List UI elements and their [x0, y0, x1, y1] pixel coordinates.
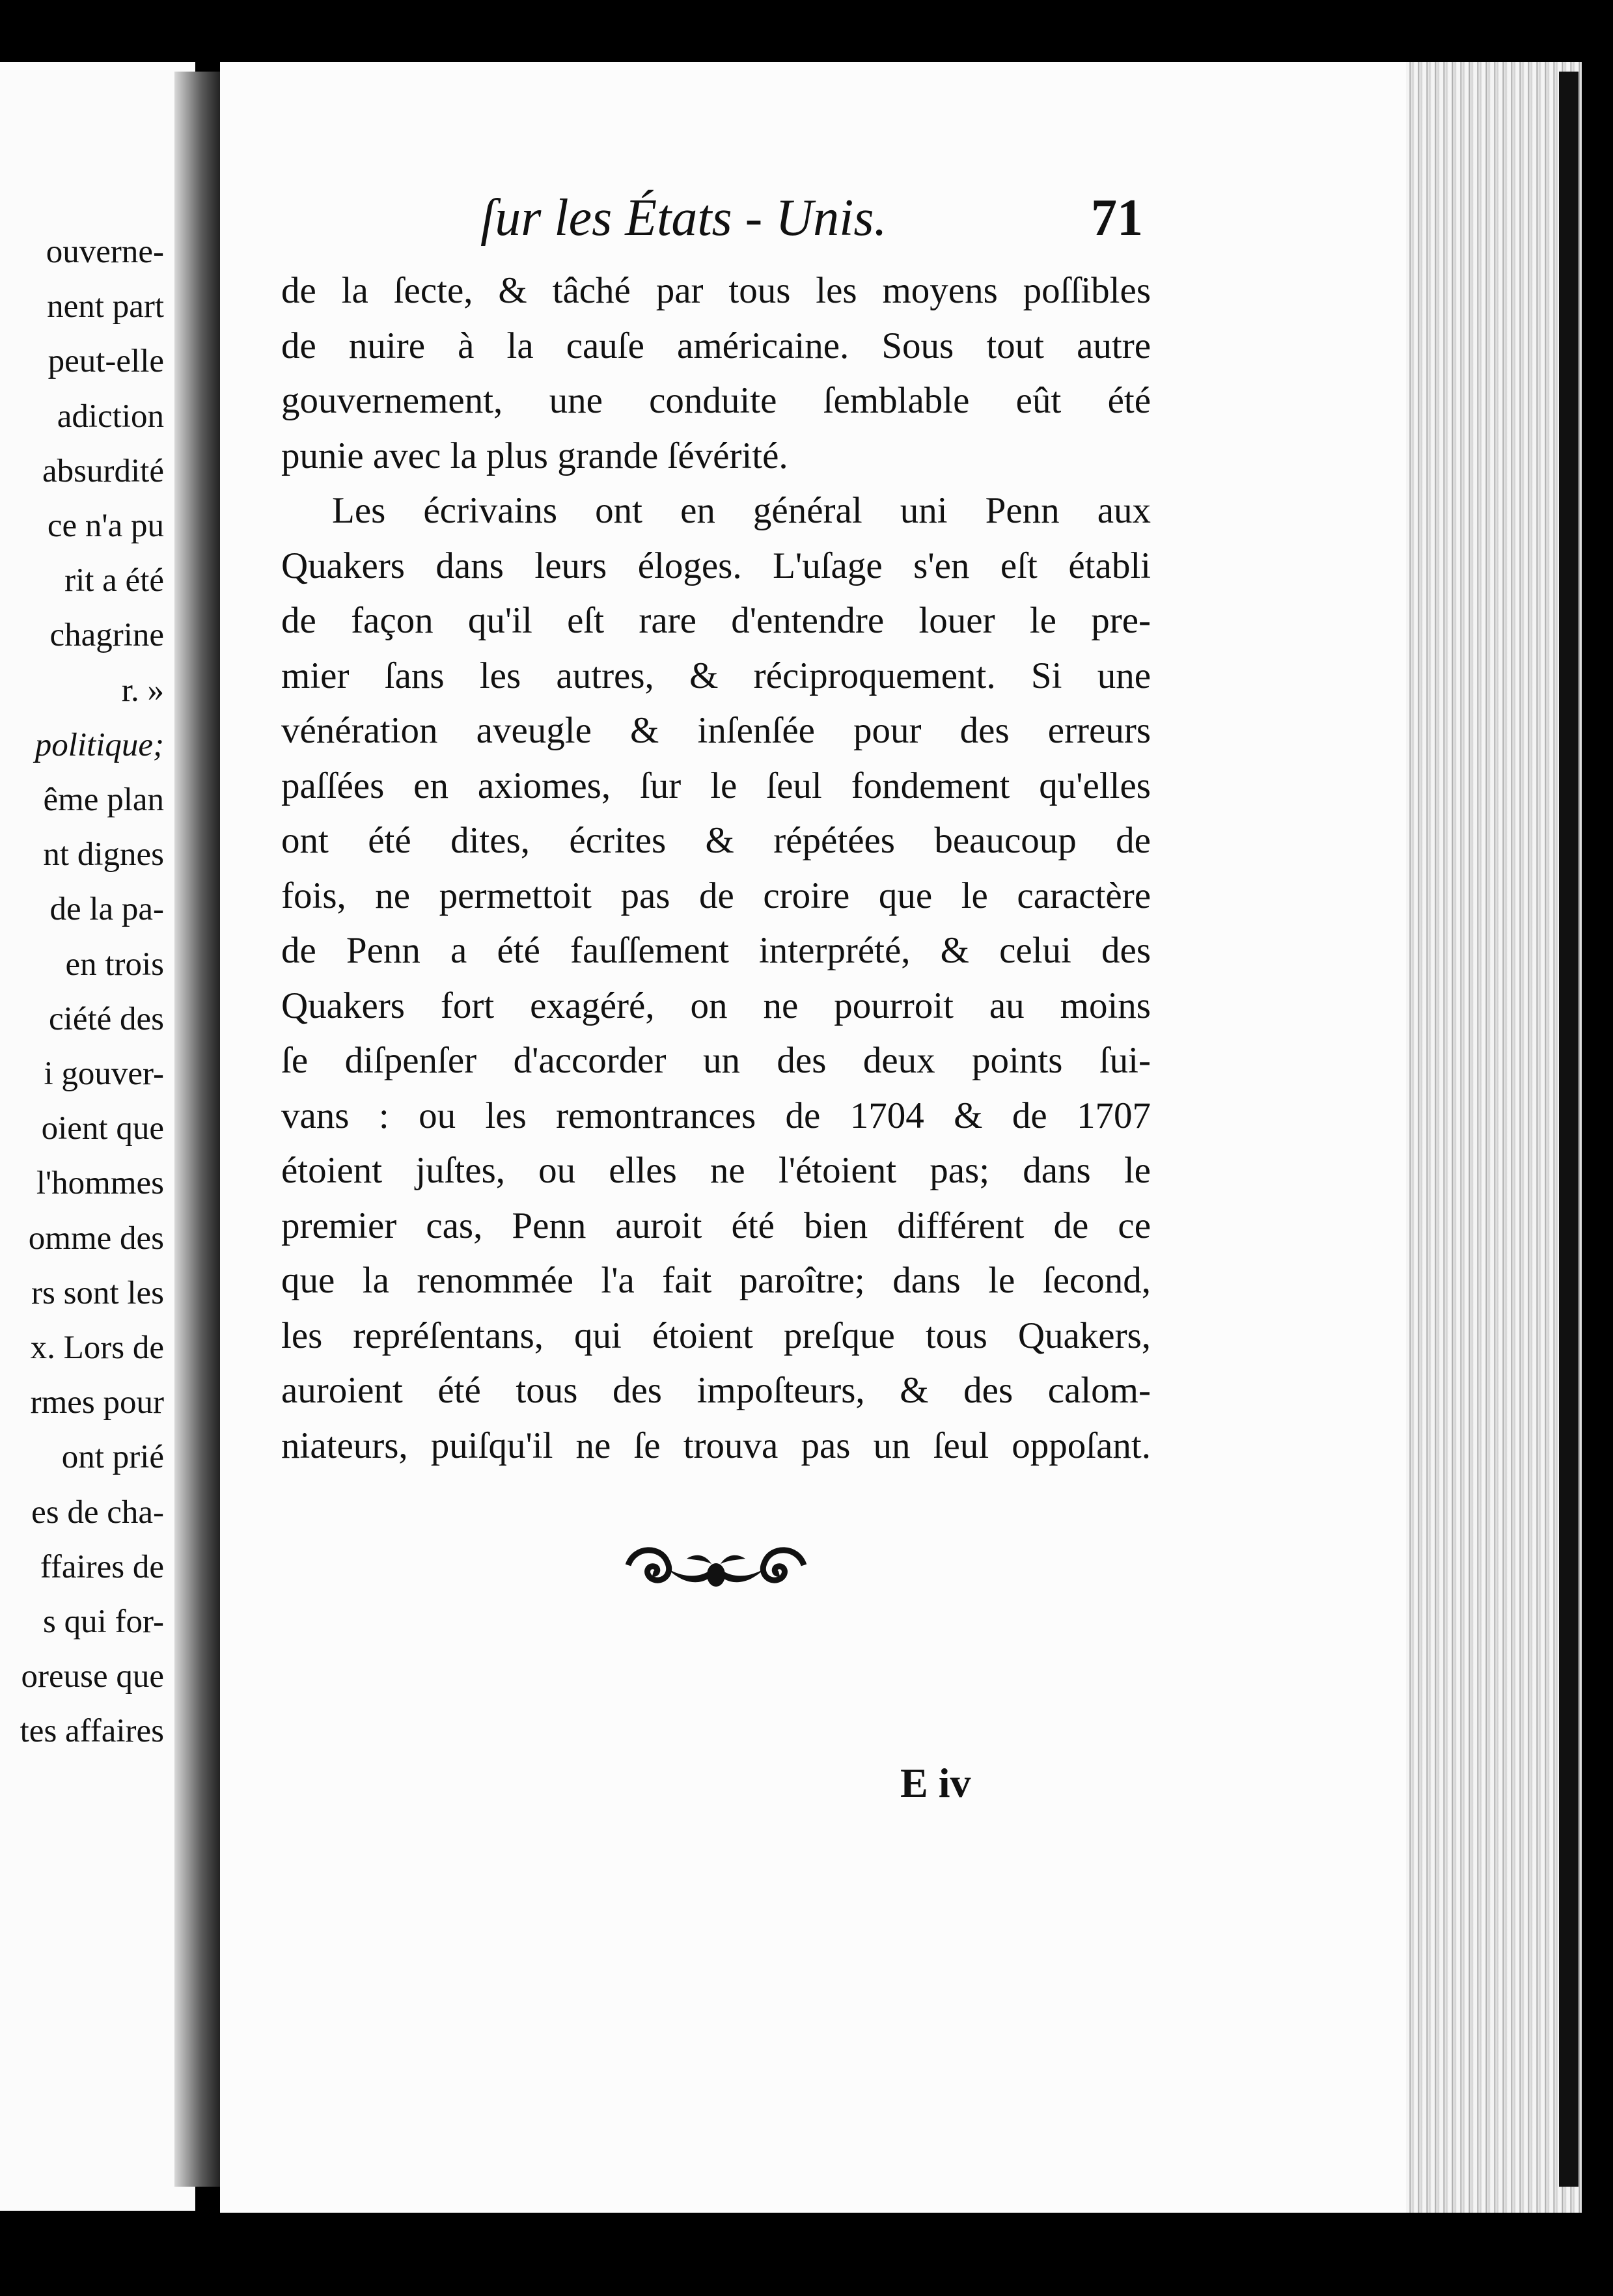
signature-mark: E iv: [900, 1760, 971, 1806]
text-line: que la renommée l'a fait paroître; dans le ſecond,: [281, 1260, 1151, 1301]
left-page-line: ffaires de: [40, 1548, 164, 1585]
text-line: étoient juſtes, ou elles ne l'étoient pas; dans le: [281, 1150, 1151, 1191]
left-page-line: x. Lors de: [30, 1330, 164, 1366]
left-page-line: rs sont les: [31, 1274, 164, 1311]
text-line: vénération aveugle & inſenſée pour des erreurs: [281, 710, 1151, 751]
left-page-line: ouverne-: [46, 234, 164, 270]
left-page-line: r. »: [121, 672, 164, 709]
text-line: gouvernement, une conduite ſemblable eût été: [281, 380, 1151, 421]
left-page-line: de la pa-: [49, 891, 164, 928]
running-title: ſur les États - Unis.: [480, 189, 887, 247]
book-gutter-shadow: [174, 72, 220, 2187]
text-line: paſſées en axiomes, ſur le ſeul fondement qu'elles: [281, 765, 1151, 806]
text-line: premier cas, Penn auroit été bien différent de ce: [281, 1205, 1151, 1246]
body-text: [281, 264, 1151, 1473]
text-line: mier ſans les autres, & réciproquement. Si une: [281, 655, 1151, 696]
left-page-line: rmes pour: [30, 1384, 164, 1421]
left-page-line: chagrine: [49, 617, 164, 654]
text-line: fois, ne permettoit pas de croire que le caractère: [281, 875, 1151, 916]
left-page-line: nent part: [47, 288, 164, 325]
text-line: Quakers fort exagéré, on ne pourroit au moins: [281, 985, 1151, 1026]
text-line: niateurs, puiſqu'il ne ſe trouva pas un ſeul oppoſant.: [281, 1425, 1151, 1466]
page-number: 71: [1091, 189, 1143, 247]
left-page-line: peut-elle: [48, 343, 164, 380]
left-page-line: oreuse que: [21, 1658, 164, 1695]
page-edges: [1406, 62, 1582, 2213]
left-page-line: ce n'a pu: [47, 508, 164, 544]
left-page-line: oient que: [41, 1110, 164, 1147]
left-page-line: en trois: [65, 946, 164, 983]
left-page-line: tes affaires: [20, 1713, 164, 1750]
left-facing-page: [0, 62, 195, 2211]
text-line: ont été dites, écrites & répétées beaucoup de: [281, 820, 1151, 861]
text-line: ſe diſpenſer d'accorder un des deux points ſui-: [281, 1040, 1151, 1081]
page-header: [480, 185, 1143, 257]
left-page-line: rit a été: [64, 562, 164, 599]
text-line: de nuire à la cauſe américaine. Sous tout autre: [281, 325, 1151, 366]
text-line: punie avec la plus grande ſévérité.: [281, 435, 788, 476]
text-line: vans : ou les remontrances de 1704 & de 1707: [281, 1095, 1151, 1136]
text-line: les repréſentans, qui étoient preſque tous Quakers,: [281, 1315, 1151, 1356]
text-line: Quakers dans leurs éloges. L'uſage s'en eſt établi: [281, 545, 1151, 586]
left-page-line: nt dignes: [43, 836, 164, 873]
left-page-line: l'hommes: [36, 1165, 164, 1202]
text-line: de Penn a été fauſſement interprété, & celui des: [281, 930, 1151, 971]
floral-ornament-icon: [622, 1539, 810, 1594]
left-page-line: s qui for-: [43, 1604, 164, 1640]
text-line: Les écrivains ont en général uni Penn aux: [332, 490, 1151, 531]
text-line: auroient été tous des impoſteurs, & des calom-: [281, 1370, 1151, 1411]
text-line: de la ſecte, & tâché par tous les moyens poſſibles: [281, 270, 1151, 311]
left-page-line: adiction: [57, 398, 164, 435]
left-page-line: absurdité: [42, 452, 164, 489]
left-page-line: ont prié: [61, 1439, 164, 1476]
left-page-line: i gouver-: [44, 1056, 164, 1092]
text-line: de façon qu'il eſt rare d'entendre louer le pre-: [281, 600, 1151, 641]
left-page-line: ciété des: [49, 1000, 164, 1037]
left-page-line: omme des: [28, 1220, 164, 1257]
left-page-line: ême plan: [43, 782, 164, 818]
left-page-line: politique;: [34, 726, 164, 763]
book-edge-shadow: [1559, 72, 1579, 2187]
left-page-line: es de cha-: [31, 1494, 164, 1531]
